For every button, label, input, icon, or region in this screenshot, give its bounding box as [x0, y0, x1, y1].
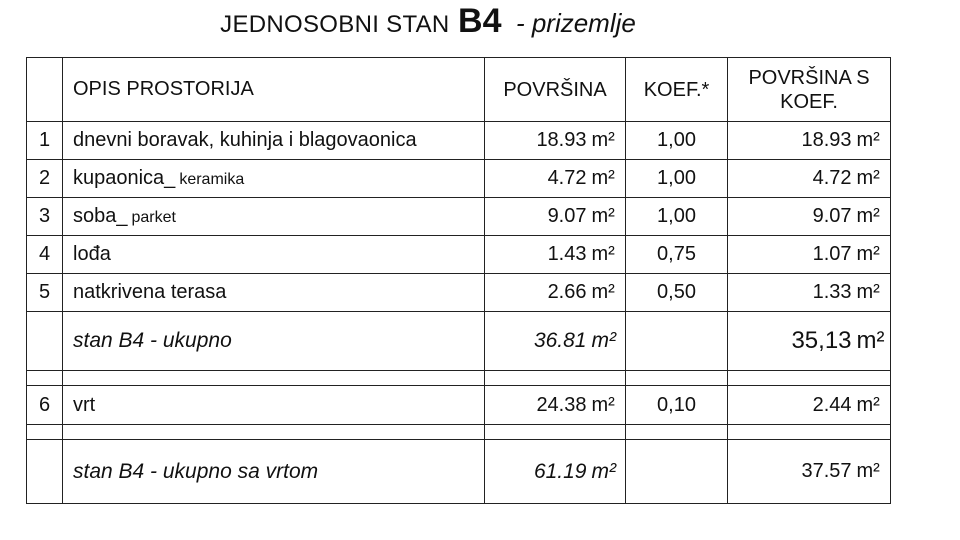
row-area-unit: m² — [589, 198, 626, 236]
total-area-unit: m² — [589, 312, 626, 371]
total-with-garden-area-coef-unit: m² — [854, 440, 891, 504]
table-row — [27, 274, 891, 312]
total-with-garden-row — [27, 440, 891, 504]
total-with-garden-area-coef: 37.57 — [728, 440, 854, 504]
table-row — [27, 236, 891, 274]
row-coef: 0,10 — [626, 386, 728, 425]
room-areas-table — [26, 57, 891, 504]
title-unit: B4 — [458, 2, 502, 40]
header-num — [27, 58, 63, 122]
row-coef: 0,75 — [626, 236, 728, 274]
title-prefix: JEDNOSOBNI STAN — [220, 11, 450, 38]
row-area-unit: m² — [589, 274, 626, 312]
row-name: dnevni boravak, kuhinja i blagovaonica — [63, 122, 485, 160]
row-coef: 1,00 — [626, 198, 728, 236]
row-num: 4 — [27, 236, 63, 274]
row-coef: 0,50 — [626, 274, 728, 312]
row-coef: 1,00 — [626, 122, 728, 160]
row-area-coef: 2.44 — [728, 386, 854, 425]
row-area-coef-unit: m² — [854, 122, 891, 160]
row-area-unit: m² — [589, 160, 626, 198]
total-with-garden-area-unit: m² — [589, 440, 626, 504]
row-area: 24.38 — [485, 386, 589, 425]
header-area-coef-line1: POVRŠINA S — [748, 66, 870, 89]
header-area: POVRŠINA — [485, 58, 626, 122]
header-description: OPIS PROSTORIJA — [63, 58, 485, 122]
row-material: keramika — [179, 171, 245, 188]
row-name: vrt — [63, 386, 485, 425]
row-num: 1 — [27, 122, 63, 160]
row-area-coef: 4.72 — [728, 160, 854, 198]
table-row — [27, 160, 891, 198]
row-area-coef: 1.07 — [728, 236, 854, 274]
table-row — [27, 122, 891, 160]
total-label: stan B4 - ukupno — [63, 312, 485, 371]
table-row — [27, 198, 891, 236]
row-area-coef-unit: m² — [854, 386, 891, 425]
total-area-coef-unit: m² — [854, 312, 891, 371]
total-with-garden-area: 61.19 — [485, 440, 589, 504]
row-area-coef-unit: m² — [854, 160, 891, 198]
row-name: kupaonica_ keramika — [63, 160, 485, 198]
total-with-garden-label: stan B4 - ukupno sa vrtom — [63, 440, 485, 504]
row-num: 3 — [27, 198, 63, 236]
spacer-row — [27, 371, 891, 386]
row-num: 6 — [27, 386, 63, 425]
row-material: parket — [131, 209, 176, 226]
row-area: 2.66 — [485, 274, 589, 312]
header-row — [27, 58, 891, 122]
total-area-coef: 35,13 — [728, 312, 854, 371]
row-num: 5 — [27, 274, 63, 312]
table-row — [27, 386, 891, 425]
row-area-coef: 9.07 — [728, 198, 854, 236]
header-area-coef — [728, 58, 891, 122]
spacer-row — [27, 425, 891, 440]
total-row — [27, 312, 891, 371]
row-area-coef-unit: m² — [854, 274, 891, 312]
row-area: 9.07 — [485, 198, 589, 236]
row-area-unit: m² — [589, 236, 626, 274]
row-name: soba_ parket — [63, 198, 485, 236]
header-area-coef-line2: KOEF. — [780, 90, 838, 113]
row-num: 2 — [27, 160, 63, 198]
row-area: 1.43 — [485, 236, 589, 274]
row-area-unit: m² — [589, 122, 626, 160]
row-area-coef: 18.93 — [728, 122, 854, 160]
document-title — [0, 2, 856, 46]
row-name: lođa — [63, 236, 485, 274]
header-coef: KOEF.* — [626, 58, 728, 122]
title-floor: - prizemlje — [515, 8, 636, 38]
row-coef: 1,00 — [626, 160, 728, 198]
row-area: 4.72 — [485, 160, 589, 198]
row-area-coef-unit: m² — [854, 236, 891, 274]
row-name: natkrivena terasa — [63, 274, 485, 312]
row-area-unit: m² — [589, 386, 626, 425]
total-area: 36.81 — [485, 312, 589, 371]
row-area-coef: 1.33 — [728, 274, 854, 312]
row-area: 18.93 — [485, 122, 589, 160]
row-area-coef-unit: m² — [854, 198, 891, 236]
